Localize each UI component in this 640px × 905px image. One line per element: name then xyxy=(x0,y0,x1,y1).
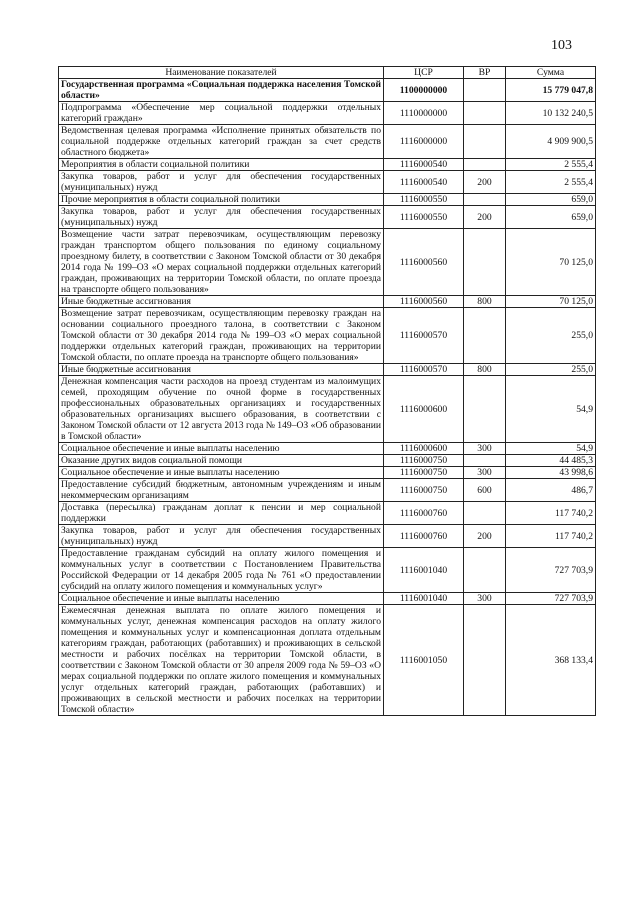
row-sum-cell: 727 703,9 xyxy=(506,548,596,593)
row-sum-cell: 54,9 xyxy=(506,443,596,455)
row-code-cell: 1116000540 xyxy=(384,171,464,194)
row-sum-cell: 255,0 xyxy=(506,308,596,364)
row-code-cell: 1116001040 xyxy=(384,593,464,605)
row-code-cell: 1116000570 xyxy=(384,308,464,364)
row-code-cell: 1116000750 xyxy=(384,467,464,479)
row-vr-cell xyxy=(464,308,506,364)
table-row xyxy=(59,443,596,455)
row-code-cell: 1116000760 xyxy=(384,502,464,525)
row-name-cell: Оказание других видов социальной помощи xyxy=(59,455,384,467)
row-code-cell: 1116000000 xyxy=(384,125,464,159)
table-row xyxy=(59,364,596,376)
row-vr-cell: 200 xyxy=(464,171,506,194)
column-header-sum: Сумма xyxy=(506,67,596,79)
row-sum-cell: 368 133,4 xyxy=(506,605,596,716)
row-name-cell: Ежемесячная денежная выплата по оплате жилого помещения и коммунальных услуг, денежная компенсация расходов на оплату жилого помещения и коммунальных услуг и компенсационная доплата отдельным категориям граждан, работающих (работавших) и проживающих в сельской местности и рабочих посёлках на территории Томской области, в соответствии с Законом Томской области от 30 апреля 2009 года № 59–ОЗ «О мерах социальной поддержки по оплате жилого помещения и коммунальных услуг отдельных категорий граждан, работающих (работавших) и проживающих в сельской местности и рабочих поселках на территории Томской области» xyxy=(59,605,384,716)
table-body xyxy=(59,79,596,716)
row-name-cell: Иные бюджетные ассигнования xyxy=(59,296,384,308)
row-name-cell: Закупка товаров, работ и услуг для обеспечения государственных (муниципальных) нужд xyxy=(59,525,384,548)
row-vr-cell xyxy=(464,102,506,125)
table-row xyxy=(59,455,596,467)
row-sum-cell: 70 125,0 xyxy=(506,296,596,308)
row-sum-cell: 54,9 xyxy=(506,376,596,443)
row-vr-cell xyxy=(464,455,506,467)
row-vr-cell xyxy=(464,229,506,296)
row-code-cell: 1100000000 xyxy=(384,79,464,102)
row-vr-cell xyxy=(464,376,506,443)
row-name-cell: Возмещение части затрат перевозчикам, осуществляющим перевозку граждан транспортом общего пользования по единому социальному проездному билету, в соответствии с Законом Томской области от 30 декабря 2014 года № 199–ОЗ «О мерах социальной поддержки отдельных категорий граждан, проживающих на территории Томской области, по оплате проезда на транспорте общего пользования» xyxy=(59,229,384,296)
row-name-cell: Доставка (пересылка) гражданам доплат к пенсии и мер социальной поддержки xyxy=(59,502,384,525)
row-sum-cell: 659,0 xyxy=(506,194,596,206)
table-row xyxy=(59,296,596,308)
row-code-cell: 1116000750 xyxy=(384,479,464,502)
row-code-cell: 1116000570 xyxy=(384,364,464,376)
row-code-cell: 1116000540 xyxy=(384,159,464,171)
row-name-cell: Закупка товаров, работ и услуг для обеспечения государственных (муниципальных) нужд xyxy=(59,171,384,194)
column-header-code: ЦСР xyxy=(384,67,464,79)
row-code-cell: 1116000760 xyxy=(384,525,464,548)
row-code-cell: 1116000750 xyxy=(384,455,464,467)
row-vr-cell: 800 xyxy=(464,296,506,308)
row-vr-cell: 800 xyxy=(464,364,506,376)
table-row xyxy=(59,467,596,479)
row-sum-cell: 486,7 xyxy=(506,479,596,502)
row-code-cell: 1116001050 xyxy=(384,605,464,716)
row-name-cell: Мероприятия в области социальной политики xyxy=(59,159,384,171)
row-sum-cell: 10 132 240,5 xyxy=(506,102,596,125)
row-name-cell: Социальное обеспечение и иные выплаты населению xyxy=(59,467,384,479)
row-name-cell: Подпрограмма «Обеспечение мер социальной поддержки отдельных категорий граждан» xyxy=(59,102,384,125)
row-code-cell: 1116000600 xyxy=(384,376,464,443)
row-code-cell: 1116000560 xyxy=(384,296,464,308)
column-header-vr: ВР xyxy=(464,67,506,79)
row-vr-cell xyxy=(464,605,506,716)
row-sum-cell: 727 703,9 xyxy=(506,593,596,605)
row-vr-cell xyxy=(464,502,506,525)
table-row xyxy=(59,171,596,194)
table-row xyxy=(59,125,596,159)
row-name-cell: Социальное обеспечение и иные выплаты населению xyxy=(59,593,384,605)
row-name-cell: Возмещение затрат перевозчикам, осуществляющим перевозку граждан на основании социального проездного талона, в соответствии с Законом Томской области от 30 декабря 2014 года № 199–ОЗ «О мерах социальной поддержки отдельных категорий граждан, проживающих на территории Томской области, по оплате проезда на транспорте общего пользования» xyxy=(59,308,384,364)
row-name-cell: Предоставление субсидий бюджетным, автономным учреждениям и иным некоммерческим организациям xyxy=(59,479,384,502)
row-code-cell: 1116001040 xyxy=(384,548,464,593)
row-code-cell: 1116000550 xyxy=(384,206,464,229)
row-sum-cell: 2 555,4 xyxy=(506,171,596,194)
row-sum-cell: 117 740,2 xyxy=(506,502,596,525)
table-row xyxy=(59,525,596,548)
row-name-cell: Иные бюджетные ассигнования xyxy=(59,364,384,376)
row-name-cell: Прочие мероприятия в области социальной политики xyxy=(59,194,384,206)
row-vr-cell xyxy=(464,548,506,593)
row-sum-cell: 4 909 900,5 xyxy=(506,125,596,159)
table-row xyxy=(59,502,596,525)
row-vr-cell: 300 xyxy=(464,467,506,479)
row-code-cell: 1110000000 xyxy=(384,102,464,125)
table-row xyxy=(59,229,596,296)
row-vr-cell: 200 xyxy=(464,525,506,548)
row-vr-cell: 300 xyxy=(464,443,506,455)
table-row xyxy=(59,159,596,171)
row-sum-cell: 70 125,0 xyxy=(506,229,596,296)
row-vr-cell: 600 xyxy=(464,479,506,502)
row-name-cell: Закупка товаров, работ и услуг для обеспечения государственных (муниципальных) нужд xyxy=(59,206,384,229)
row-sum-cell: 117 740,2 xyxy=(506,525,596,548)
table-row xyxy=(59,479,596,502)
row-sum-cell: 15 779 047,8 xyxy=(506,79,596,102)
row-name-cell: Социальное обеспечение и иные выплаты населению xyxy=(59,443,384,455)
row-vr-cell xyxy=(464,159,506,171)
table-row xyxy=(59,79,596,102)
row-name-cell: Денежная компенсация части расходов на проезд студентам из малоимущих семей, проходящим обучение по очной форме в государственных профессиональных образовательных организациях и государственных образовательных организациях высшего образования, в соответствии с Законом Томской области от 12 августа 2013 года № 149–ОЗ «Об образовании в Томской области» xyxy=(59,376,384,443)
row-sum-cell: 659,0 xyxy=(506,206,596,229)
row-vr-cell xyxy=(464,194,506,206)
row-sum-cell: 44 485,3 xyxy=(506,455,596,467)
table-header-row xyxy=(59,67,596,79)
column-header-name: Наименование показателей xyxy=(59,67,384,79)
row-sum-cell: 43 998,6 xyxy=(506,467,596,479)
row-vr-cell: 300 xyxy=(464,593,506,605)
row-vr-cell xyxy=(464,79,506,102)
table-row xyxy=(59,376,596,443)
table-row xyxy=(59,194,596,206)
row-sum-cell: 2 555,4 xyxy=(506,159,596,171)
table-row xyxy=(59,206,596,229)
row-sum-cell: 255,0 xyxy=(506,364,596,376)
budget-table xyxy=(58,66,596,716)
row-code-cell: 1116000550 xyxy=(384,194,464,206)
row-code-cell: 1116000560 xyxy=(384,229,464,296)
row-vr-cell: 200 xyxy=(464,206,506,229)
row-name-cell: Государственная программа «Социальная поддержка населения Томской области» xyxy=(59,79,384,102)
page-number: 103 xyxy=(551,38,572,53)
row-vr-cell xyxy=(464,125,506,159)
row-name-cell: Предоставление гражданам субсидий на оплату жилого помещения и коммунальных услуг в соответствии с Постановлением Правительства Российской Федерации от 14 декабря 2005 года № 761 «О предоставлении субсидий на оплату жилого помещения и коммунальных услуг» xyxy=(59,548,384,593)
table-row xyxy=(59,308,596,364)
row-name-cell: Ведомственная целевая программа «Исполнение принятых обязательств по социальной поддержке отдельных категорий граждан за счет средств областного бюджета» xyxy=(59,125,384,159)
table-row xyxy=(59,593,596,605)
row-code-cell: 1116000600 xyxy=(384,443,464,455)
table-row xyxy=(59,605,596,716)
table-row xyxy=(59,548,596,593)
table-row xyxy=(59,102,596,125)
